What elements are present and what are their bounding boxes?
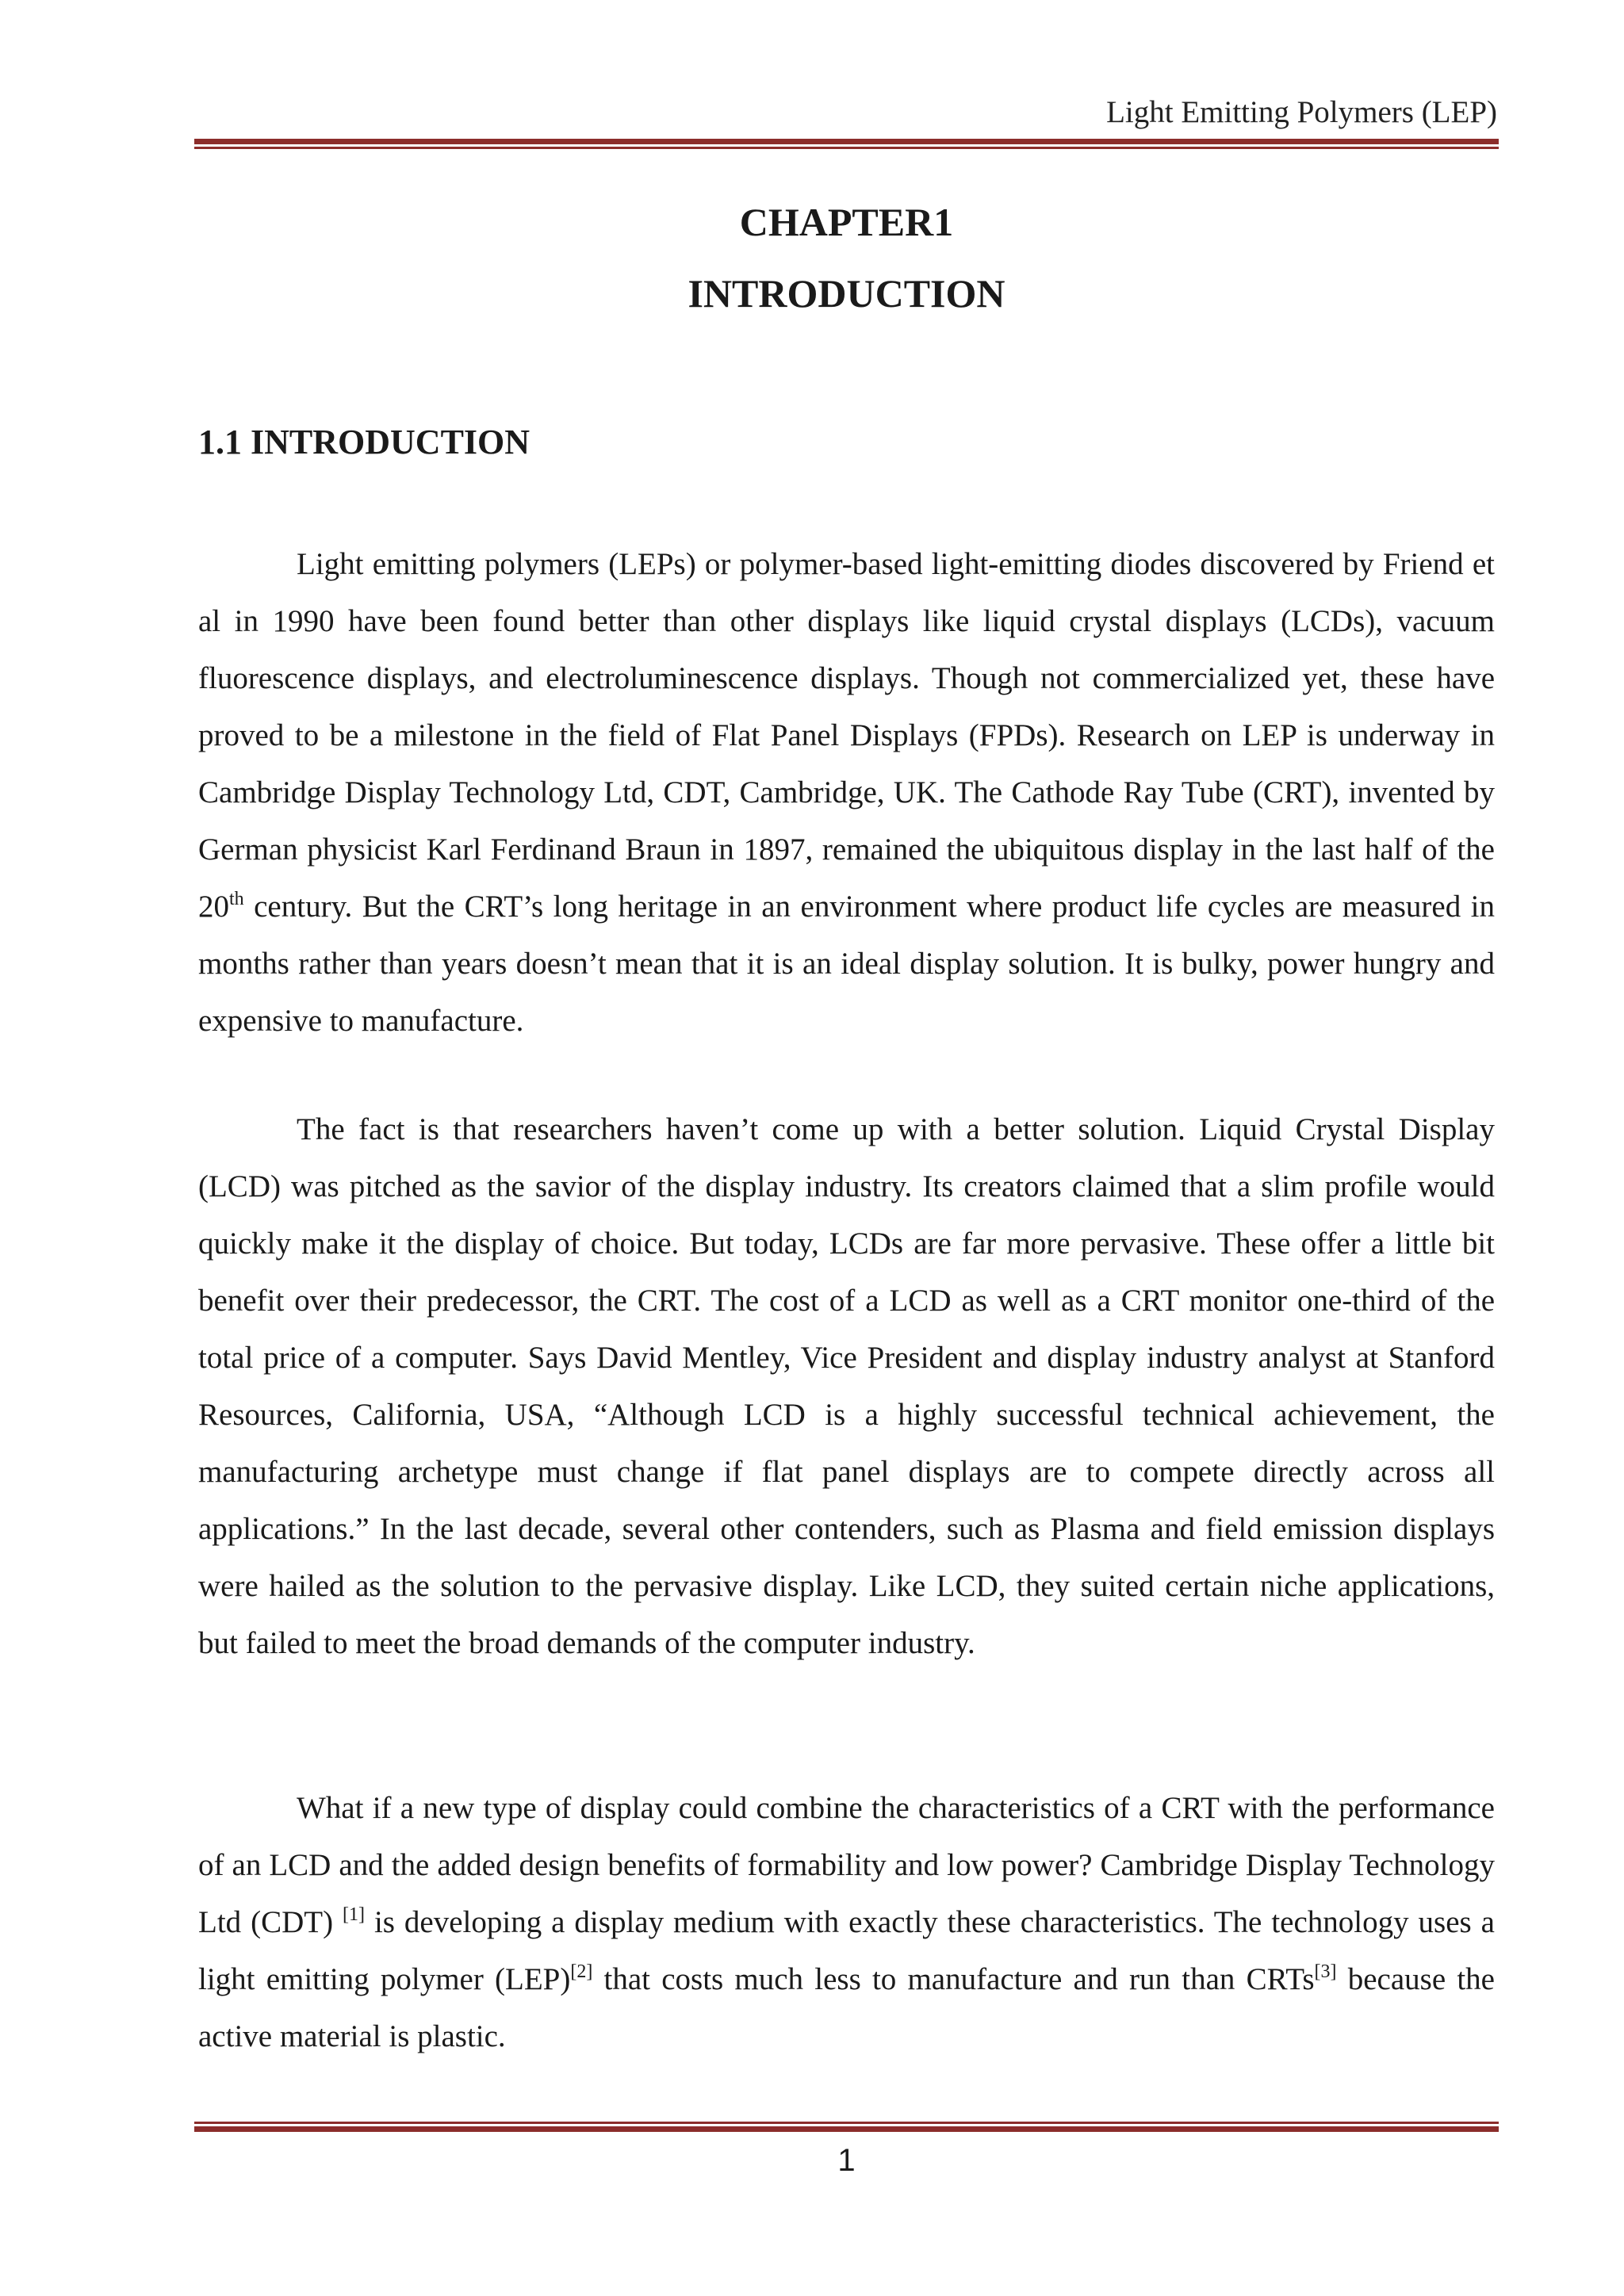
footer-rule (194, 2122, 1499, 2132)
section-heading: 1.1 INTRODUCTION (198, 423, 530, 461)
header-rule (194, 139, 1499, 149)
chapter-title: INTRODUCTION (688, 271, 1005, 316)
paragraph-3-text-b: is developing a display medium with exactly these characteristics. The technology uses a light emitting polymer (LEP) (198, 1905, 1495, 1996)
running-header: Light Emitting Polymers (LEP) (1106, 95, 1497, 129)
paragraph-3 (198, 1780, 1495, 2065)
paragraph-1-text-a: Light emitting polymers (LEPs) or polymer-based light-emitting diodes discovered by Friend et al in 1990 have been found better than other displays like liquid crystal displays (LCDs), vacuum fluorescence displays, and electroluminescence displays. Though not commercialized yet, these have proved to be a milestone in the field of Flat Panel Displays (FPDs). Research on LEP is underway in Cambridge Display Technology Ltd, CDT, Cambridge, UK. The Cathode Ray Tube (CRT), invented by German physicist Karl Ferdinand Braun in 1897, remained the ubiquitous display in the last half of the 20 (198, 547, 1495, 924)
superscript-th: th (229, 889, 244, 909)
paragraph-3-text-d: because the active material is plastic. (198, 1962, 1495, 2053)
citation-ref-2: [2] (570, 1961, 593, 1982)
page-number: 1 (837, 2143, 856, 2178)
chapter-number: CHAPTER1 (739, 200, 954, 244)
paragraph-1-text-b: century. But the CRT’s long heritage in an environment where product life cycles are measured in months rather than years doesn’t mean that it is an ideal display solution. It is bulky, power hungry and expensive to manufacture. (198, 890, 1495, 1038)
citation-ref-1: [1] (343, 1904, 366, 1925)
paragraph-1 (198, 536, 1495, 1050)
paragraph-2: The fact is that researchers haven’t come up with a better solution. Liquid Crystal Display (LCD) was pitched as the savior of the display industry. Its creators claimed that a slim profile would quickly make it the display of choice. But today, LCDs are far more pervasive. These offer a little bit benefit over their predecessor, the CRT. The cost of a LCD as well as a CRT monitor one-third of the total price of a computer. Says David Mentley, Vice President and display industry analyst at Stanford Resources, California, USA, “Although LCD is a highly successful technical achievement, the manufacturing archetype must change if flat panel displays are to compete directly across all applications.” In the last decade, several other contenders, such as Plasma and field emission displays were hailed as the solution to the pervasive display. Like LCD, they suited certain niche applications, but failed to meet the broad demands of the computer industry. (198, 1112, 1495, 1660)
paragraph-3-text-c: that costs much less to manufacture and run than CRTs (592, 1962, 1315, 1996)
citation-ref-3: [3] (1314, 1961, 1337, 1982)
paragraph-3-text-a: What if a new type of display could combine the characteristics of a CRT with the performance of an LCD and the added design benefits of formability and low power? Cambridge Display Technology Ltd (CDT) (198, 1791, 1495, 1939)
